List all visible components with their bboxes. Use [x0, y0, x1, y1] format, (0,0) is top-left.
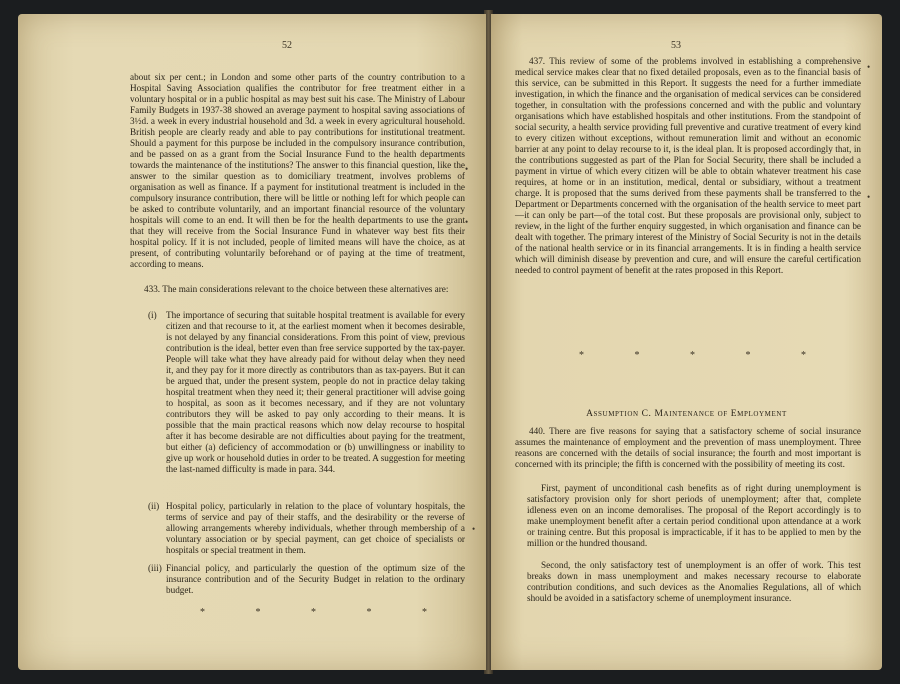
list-item-iii — [148, 563, 465, 603]
margin-mark: • — [867, 192, 871, 202]
paragraph-continuation: about six per cent.; in London and some other parts of the country contribution to a Hospital Saving Association qualifies the contributor for free treatment either in a voluntary hospital or in a public hospital as may best suit his case. The Ministry of Labour Family Budgets in 1937-38 showed an average payment to hospital saving associations of 3½d. a week in every industrial household and 3d. a week in every agricultural household. British people are clearly ready and able to pay contributions for institutional treatment. Should a payment for this purpose be included in the compulsory insurance contribution, and be passed on as a grant from the Social Insurance Fund to the health departments towards the maintenance of the institutions? The answer to this financial question, like the answer to the similar question as to domiciliary treatment, involves problems of organisation as well as finance. If a payment for institutional treatment is included in the compulsory insurance contribution, there will be little or nothing left for which people can be asked to contribute voluntarily, and an important financial resource of the voluntary hospitals will come to an end. It will then be for the health departments to use the grant that they will receive from the Social Insurance Fund in whatever way best fits their hospital policy. If it is not included, people of limited means will have the choice, as at present, of contributing voluntarily beforehand or of paying at the time of treatment, according to means. — [130, 72, 465, 269]
list-item-ii — [148, 501, 465, 561]
margin-mark: • — [465, 164, 469, 174]
right-page — [491, 14, 882, 670]
margin-mark: • — [465, 217, 469, 227]
page-number-right: 53 — [671, 40, 681, 51]
list-item-i — [148, 310, 465, 510]
margin-mark: • — [472, 524, 476, 534]
page-number-left: 52 — [282, 40, 292, 51]
list-marker: (ii) — [148, 501, 160, 511]
margin-mark: • — [867, 62, 871, 72]
paragraph-433: 433. The main considerations relevant to the choice between these alternatives are: — [144, 284, 449, 294]
paragraph-second-reason: Second, the only satisfactory test of unemployment is an offer of work. This test breaks down in mass unemployment and makes necessary recourse to elaborate contribution conditions, and such devices as the Anomalies Regulations, all of which should be avoided in a satisfactory scheme of unemployment insurance. — [527, 560, 861, 603]
list-item-text: Hospital policy, particularly in relation to the place of voluntary hospitals, the terms of service and pay of their staffs, and the desirability or the reverse of allowing arrangements whereby individuals, whether through membership of a voluntary association or by special payment, can get choice of specialists or hospitals or special treatment in them. — [166, 501, 465, 555]
list-item-text: The importance of securing that suitable hospital treatment is available for every citizen and that recourse to it, at the earliest moment when it becomes desirable, is not delayed by any financial considerations. From this point of view, previous contribution is the ideal, better even than free service supported by the tax-payer. People will take what they have already paid for without delay when they need it, and they pay for it more directly as contributors than as tax-payers. But it can be argued that, under the present system, people do not in practice delay taking hospital treatment when they need it; their general practitioner will advise going to hospital, as soon as it becomes necessary, and if they are not voluntary contributors they will be asked to pay only according to their means. It is possible that the main practical reasons which now delay recourse to hospital after it has become desirable are not difficulties about paying for the treatment, but either (a) deficiency of accommodation or (b) unwillingness or inability to give up work or household duties in order to be treated. A suggestion for meeting the last-named difficulty is made in para. 344. — [166, 310, 465, 474]
left-page — [18, 14, 486, 670]
section-break-stars: * * * * * — [200, 607, 451, 618]
paragraph-440: 440. There are five reasons for saying that a satisfactory scheme of social insurance assumes the maintenance of employment and the prevention of mass unemployment. Three reasons are concerned with the details of social insurance; the fourth and most important is concerned with its principle; the fifth is concerned with the possibility of meeting its cost. — [515, 426, 861, 469]
paragraph-first-reason: First, payment of unconditional cash benefits as of right during unemployment is satisfactory provision only for short periods of unemployment; after that, complete idleness even on an income demoralises. The proposal of the Report accordingly is to make unemployment benefit after a certain period conditional upon attendance at a work or training centre. But this proposal is impracticable, if it has to be applied to men by the million or the hundred thousand. — [527, 483, 861, 548]
list-marker: (i) — [148, 310, 157, 320]
list-marker: (iii) — [148, 563, 162, 573]
paragraph-437: 437. This review of some of the problems involved in establishing a comprehensive medical service makes clear that no fixed detailed proposals, even as to the financial basis of this service, can be submitted in this Report. It suggests the need for a further immediate investigation, in which the finance and the organisation of medical services can be considered together, in consultation with the professions concerned and with the public and voluntary organisations which have established hospitals and other institutions. From the standpoint of social security, a health service providing full preventive and curative treatment of every kind to every citizen without exceptions, without remuneration limit and without an economic barrier at any point to delay recourse to it, is the ideal plan. It is proposed accordingly that, in the contributions suggested as part of the Plan for Social Security, there shall be included a payment in virtue of which every citizen will be able to obtain whatever treatment his case requires, at home or in an institution, medical, dental or subsidiary, without a treatment charge. It is proposed that the sums derived from these payments shall be transferred to the Department or Departments concerned with the organisation of the health service to meet part—it can only be part—of the total cost. But these proposals are provisional only, subject to review, in the light of the further enquiry suggested, in which organisation and finance can be dealt with together. The primary interest of the Ministry of Social Security is not in the details of the national health service or in its financial arrangements. It is in finding a health service which will diminish disease by prevention and cure, and will ensure the careful certification needed to control payment of benefit at the rates proposed in this Report. — [515, 56, 861, 275]
section-heading: Assumption C. Maintenance of Employment — [586, 409, 787, 419]
section-break-stars: * * * * * — [579, 350, 830, 361]
list-item-text: Financial policy, and particularly the question of the optimum size of the insurance contribution and of the Security Budget in relation to the ordinary budget. — [166, 563, 465, 595]
